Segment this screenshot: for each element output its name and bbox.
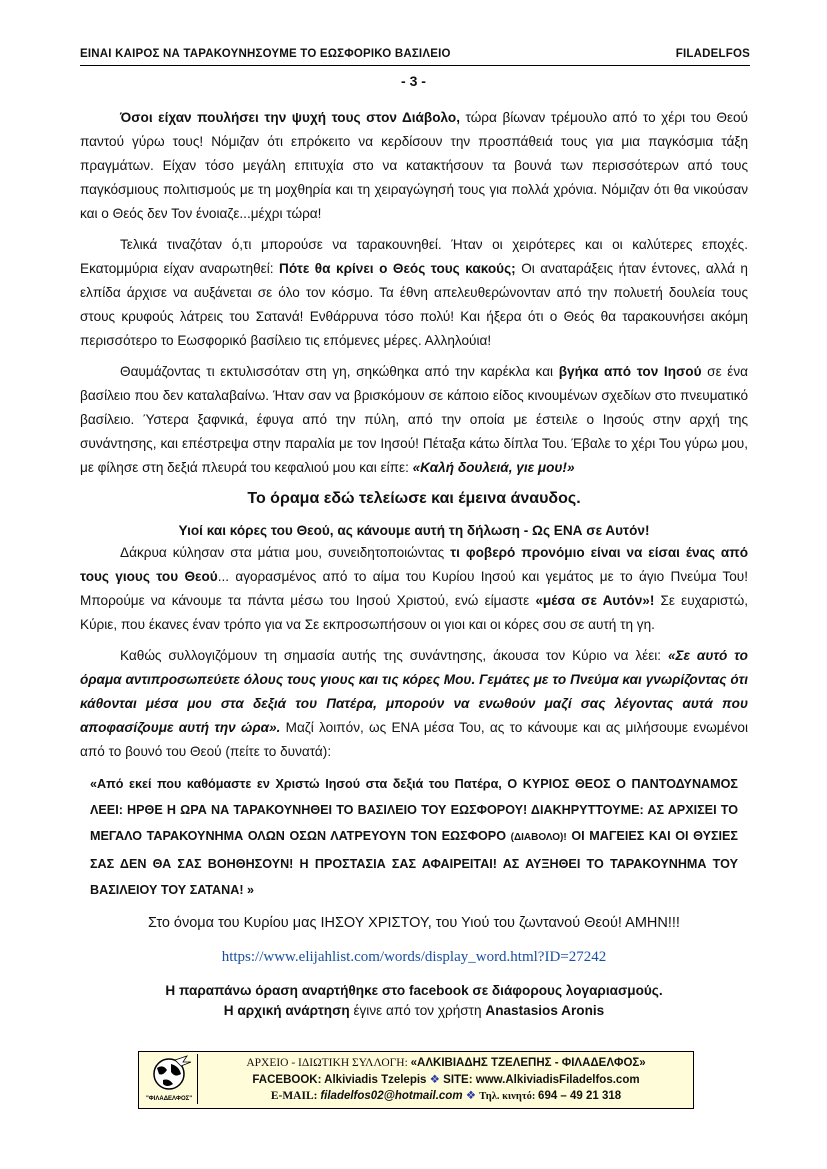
paragraph-2: Τελικά τιναζόταν ό,τι μπορούσε να ταρακουνηθεί. Ήταν οι χειρότερες και οι καλύτερες εποχές. Εκατομμύρια είχαν αναρωτηθεί: Πότε θα κρίνει ο Θεός τους κακούς; Οι αναταράξεις ήταν έντονες, αλλά η ελπίδα άρχισε να αυξάνεται σε όλο τον κόσμο. Τα έθνη απελευθερώνονταν από την πολυετή δουλεία τους στους κρυφούς λάτρεις του Σατανά! Ενθάρρυνα τόσο πολύ! Και ήξερα ότι ο Θεός θα ταρακουνήσει ακόμη περισσότερο το Εωσφορικό βασίλειο τις επόμενες μέρες. Αλληλούια!: [80, 237, 748, 348]
paragraph-1: Όσοι είχαν πουλήσει την ψυχή τους στον Διάβολο, τώρα βίωναν τρέμουλο από το χέρι του Θεού παντού γύρω τους! Νόμιζαν ότι επρόκειτο να κερδίσουν την προσπάθειά τους για μια παγκόσμια τάξη πραγμάτων. Είχαν τόσο μεγάλη επιτυχία στο να κατακτήσουν τα βουνά των περισσότερων από τους παγκόσμιους πολιτισμούς με τη μοχθηρία και τη χειραγώγησή τους για πολλά χρόνια. Νόμιζαν ότι θα νικούσαν και ο Θεός δεν Τον ένοιαζε...μέχρι τώρα!: [80, 110, 748, 221]
page-number: - 3 -: [401, 73, 426, 89]
document-body: [80, 106, 748, 1021]
declaration-heading: Υιοί και κόρες του Θεού, ας κάνουμε αυτή τη δήλωση - Ως ΕΝΑ σε Αυτόν!: [178, 523, 650, 538]
footer-line-social: FACEBOOK: Alkiviadis Tzelepis ❖ SITE: www.AlkiviadisFiladelfos.com: [252, 1073, 640, 1086]
posting-note-line2: Η αρχική ανάρτηση έγινε από τον χρήστη Anastasios Aronis: [223, 1003, 605, 1018]
separator-icon: ❖: [465, 1090, 477, 1102]
header-title: ΕΙΝΑΙ ΚΑΙΡΟΣ ΝΑ ΤΑΡΑΚΟΥΝΗΣΟΥΜΕ ΤΟ ΕΩΣΦΟΡΙΚΟ ΒΑΣΙΛΕΙΟ: [80, 48, 451, 60]
logo-text: "ΦΙΛΑΔΕΛΦΟΣ": [145, 1096, 193, 1102]
footer-line-archive: ΑΡΧΕΙΟ - ΙΔΙΩΤΙΚΗ ΣΥΛΛΟΓΗ: «ΑΛΚΙΒΙΑΔΗΣ ΤΖΕΛΕΠΗΣ - ΦΙΛΑΔΕΛΦΟΣ»: [246, 1057, 646, 1069]
footer-line-contact: E-MAIL: filadelfos02@hotmail.com ❖ Τηλ. κινητό: 694 – 49 21 318: [270, 1090, 622, 1102]
separator-icon: ❖: [429, 1073, 440, 1086]
paragraph-5: Καθώς συλλογιζόμουν τη σημασία αυτής της συνάντησης, άκουσα τον Κύριο να λέει: «Σε αυτό το όραμα αντιπροσωπεύετε όλους τους γιους και τις κόρες Μου. Γεμάτες με το Πνεύμα και γνωρίζοντας ότι κάθονται μέσα μου στα δεξιά του Πατέρα, μπορούν να ενωθούν μαζί σας λέγοντας αυτά που αποφασίζουμε αυτή την ώρα». Μαζί λοιπόν, ως ΕΝΑ μέσα Του, ας το κάνουμε και ας μιλήσουμε ενωμένοι από το βουνό του Θεού (πείτε το δυνατά):: [80, 648, 748, 759]
footer-box: [138, 1051, 694, 1109]
globe-dove-icon: [141, 1054, 197, 1104]
closing-amen: Στο όνομα του Κυρίου μας ΙΗΣΟΥ ΧΡΙΣΤΟΥ, του Υιού του ζωντανού Θεού! ΑΜΗΝ!!!: [148, 915, 680, 931]
posting-note-line1: Η παραπάνω όραση αναρτήθηκε στο facebook σε διάφορους λογαριασμούς.: [165, 983, 663, 998]
footer-info: [201, 1055, 691, 1106]
declaration-quote: «Από εκεί που καθόμαστε εν Χριστώ Ιησού στα δεξιά του Πατέρα, Ο ΚΥΡΙΟΣ ΘΕΟΣ Ο ΠΑΝΤΟΔΥΝΑΜΟΣ ΛΕΕΙ: ΗΡΘΕ Η ΩΡΑ ΝΑ ΤΑΡΑΚΟΥΝΗΘΕΙ ΤΟ ΒΑΣΙΛΕΙΟ ΤΟΥ ΕΩΣΦΟΡΟΥ! ΔΙΑΚΗΡΥΤΤΟΥΜΕ: ΑΣ ΑΡΧΙΣΕΙ ΤΟ ΜΕΓΑΛΟ ΤΑΡΑΚΟΥΝΗΜΑ ΟΛΩΝ ΟΣΩΝ ΛΑΤΡΕΥΟΥΝ ΤΟΝ ΕΩΣΦΟΡΟ (ΔΙΑΒΟΛΟ)! ΟΙ ΜΑΓΕΙΕΣ ΚΑΙ ΟΙ ΘΥΣΙΕΣ ΣΑΣ ΔΕΝ ΘΑ ΣΑΣ ΒΟΗΘΗΣΟΥΝ! Η ΠΡΟΣΤΑΣΙΑ ΣΑΣ ΑΦΑΙΡΕΙΤΑΙ! ΑΣ ΑΥΞΗΘΕΙ ΤΟ ΤΑΡΑΚΟΥΝΗΜΑ ΤΟΥ ΒΑΣΙΛΕΙΟΥ ΤΟΥ ΣΑΤΑΝΑ! »: [90, 777, 738, 897]
page-header: [80, 48, 750, 66]
filadelfos-logo: [141, 1054, 198, 1104]
section-heading: Το όραμα εδώ τελείωσε και έμεινα άναυδος.: [247, 490, 581, 507]
source-link[interactable]: https://www.elijahlist.com/words/display_word.html?ID=27242: [221, 949, 607, 965]
paragraph-3: Θαυμάζοντας τι εκτυλισσόταν στη γη, σηκώθηκα από την καρέκλα και βγήκα από τον Ιησού σε ένα βασίλειο που δεν καταλαβαίνω. Ήταν σαν να βρισκόμουν σε κάποιο είδος κινουμένων σχεδίων στο πνευματικό βασίλειο. Ύστερα ξαφνικά, έφυγα από την πύλη, από την οποία με έστειλε ο Ιησούς στην αρχή της συνάντησης, και επέστρεψα στην παραλία με τον Ιησού! Πέταξα κάτω δίπλα Του. Έβαλε το χέρι Του γύρω μου, με φίλησε στη δεξιά πλευρά του κεφαλιού μου και είπε: «Καλή δουλειά, γιε μου!»: [80, 364, 748, 475]
paragraph-4: Δάκρυα κύλησαν στα μάτια μου, συνειδητοποιώντας τι φοβερό προνόμιο είναι να είσαι ένας από τους γιους του Θεού... αγορασμένος από το αίμα του Κυρίου Ιησού και γεμάτος με το άγιο Πνεύμα Του! Μπορούμε να κάνουμε τα πάντα μέσω του Ιησού Χριστού, ενώ είμαστε «μέσα σε Αυτόν»! Σε ευχαριστώ, Κύριε, που έκανες έναν τρόπο για να Σε εκπροσωπήσουν οι γιοι και οι κόρες σου σε αυτή τη γη.: [80, 545, 749, 632]
header-brand: FILADELFOS: [675, 48, 750, 60]
